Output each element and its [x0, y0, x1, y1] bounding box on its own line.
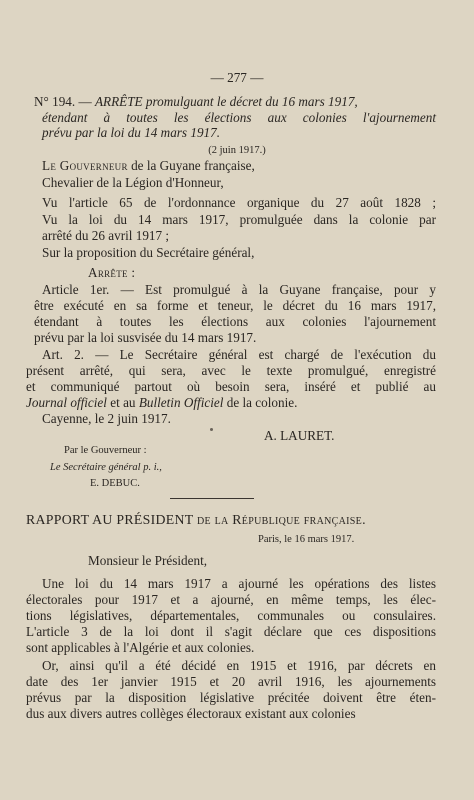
article-2-line2: présent arrêté, qui sera, avec le texte promulgué, enregistré — [26, 363, 436, 378]
arrete-word: Arrête : — [88, 265, 136, 280]
vu-loi-line1: Vu la loi du 14 mars 1917, promulguée dans la colonie par — [42, 212, 436, 227]
chevalier-line: Chevalier de la Légion d'Honneur, — [42, 175, 224, 190]
rapport-date: Paris, le 16 mars 1917. — [258, 534, 355, 545]
arrete-number: N° 194. — — [34, 94, 92, 109]
ink-speck — [210, 428, 213, 431]
page-number: — 277 — — [210, 70, 264, 85]
arrete-heading — [34, 94, 436, 110]
rapport-title: RAPPORT AU PRÉSIDENT de la République française. — [26, 512, 366, 527]
section-divider — [170, 498, 254, 499]
article-2-line4: Journal officiel et au Bulletin Officiel de la colonie. — [26, 395, 298, 410]
countersignature: E. DEBUC. — [90, 478, 140, 489]
rapport-p1-line4: L'article 3 de la loi dont il s'agit déclare que ces dispositions — [26, 624, 436, 639]
par-le-gouverneur: Par le Gouverneur : — [64, 445, 147, 456]
arrete-title-line3: prévu par la loi du 14 mars 1917. — [42, 125, 221, 140]
journal-officiel: Journal officiel — [26, 395, 107, 410]
signatory: A. LAURET. — [264, 428, 335, 443]
secretaire-general: Le Secrétaire général p. i., — [50, 462, 162, 473]
sur-proposition: Sur la proposition du Secrétaire général, — [42, 245, 255, 260]
article-1-line2: être exécuté en sa forme et teneur, le décret du 16 mars 1917, — [34, 298, 436, 313]
article-2-line3: et communiqué partout où besoin sera, inséré et publié au — [26, 379, 436, 394]
vu-ordonnance: Vu l'article 65 de l'ordonnance organique du 27 août 1828 ; — [42, 195, 436, 210]
rapport-p1-line5: sont applicables à l'Algérie et aux colonies. — [26, 640, 255, 655]
rapport-p2-line3: prévus par la disposition législative précitée doivent être éten- — [26, 690, 436, 705]
article-1-line4: prévu par la loi susvisée du 14 mars 1917. — [34, 330, 257, 345]
rapport-p2-line2: date des 1er janvier 1915 et 20 avril 1916, les ajournements — [26, 674, 436, 689]
article-1-line3: étendant à toutes les élections aux colonies l'ajournement — [34, 314, 436, 329]
vu-loi-line2: arrêté du 26 avril 1917 ; — [42, 228, 170, 243]
governor-territory: de la Guyane française, — [131, 158, 255, 173]
rapport-p1-line3: tions législatives, départementales, communales ou consulaires. — [26, 608, 436, 623]
salutation: Monsieur le Président, — [88, 553, 208, 568]
bulletin-officiel: Bulletin Officiel — [138, 395, 224, 410]
governor-line — [42, 158, 255, 174]
arrete-title: ARRÊTE promulguant le décret du 16 mars 1917, — [94, 94, 358, 109]
rapport-p1-line2: électorales pour 1917 et a ajourné, en même temps, les élec- — [26, 592, 436, 607]
rapport-p2-line1: Or, ainsi qu'il a été décidé en 1915 et 1916, par décrets en — [42, 658, 436, 673]
governor-title: Le Gouverneur — [42, 158, 128, 173]
rapport-p2-line4: dus aux divers autres collèges électoraux existant aux colonies — [26, 706, 356, 721]
article-2-line1: Art. 2. — Le Secrétaire général est chargé de l'exécution du — [42, 347, 436, 362]
arrete-title-line2: étendant à toutes les élections aux colonies l'ajournement — [42, 110, 436, 125]
arrete-date: (2 juin 1917.) — [208, 145, 266, 156]
article-1-line1: Article 1er. — Est promulgué à la Guyane française, pour y — [42, 282, 436, 297]
rapport-p1-line1: Une loi du 14 mars 1917 a ajourné les opérations des listes — [42, 576, 436, 591]
place-date: Cayenne, le 2 juin 1917. — [42, 411, 171, 426]
